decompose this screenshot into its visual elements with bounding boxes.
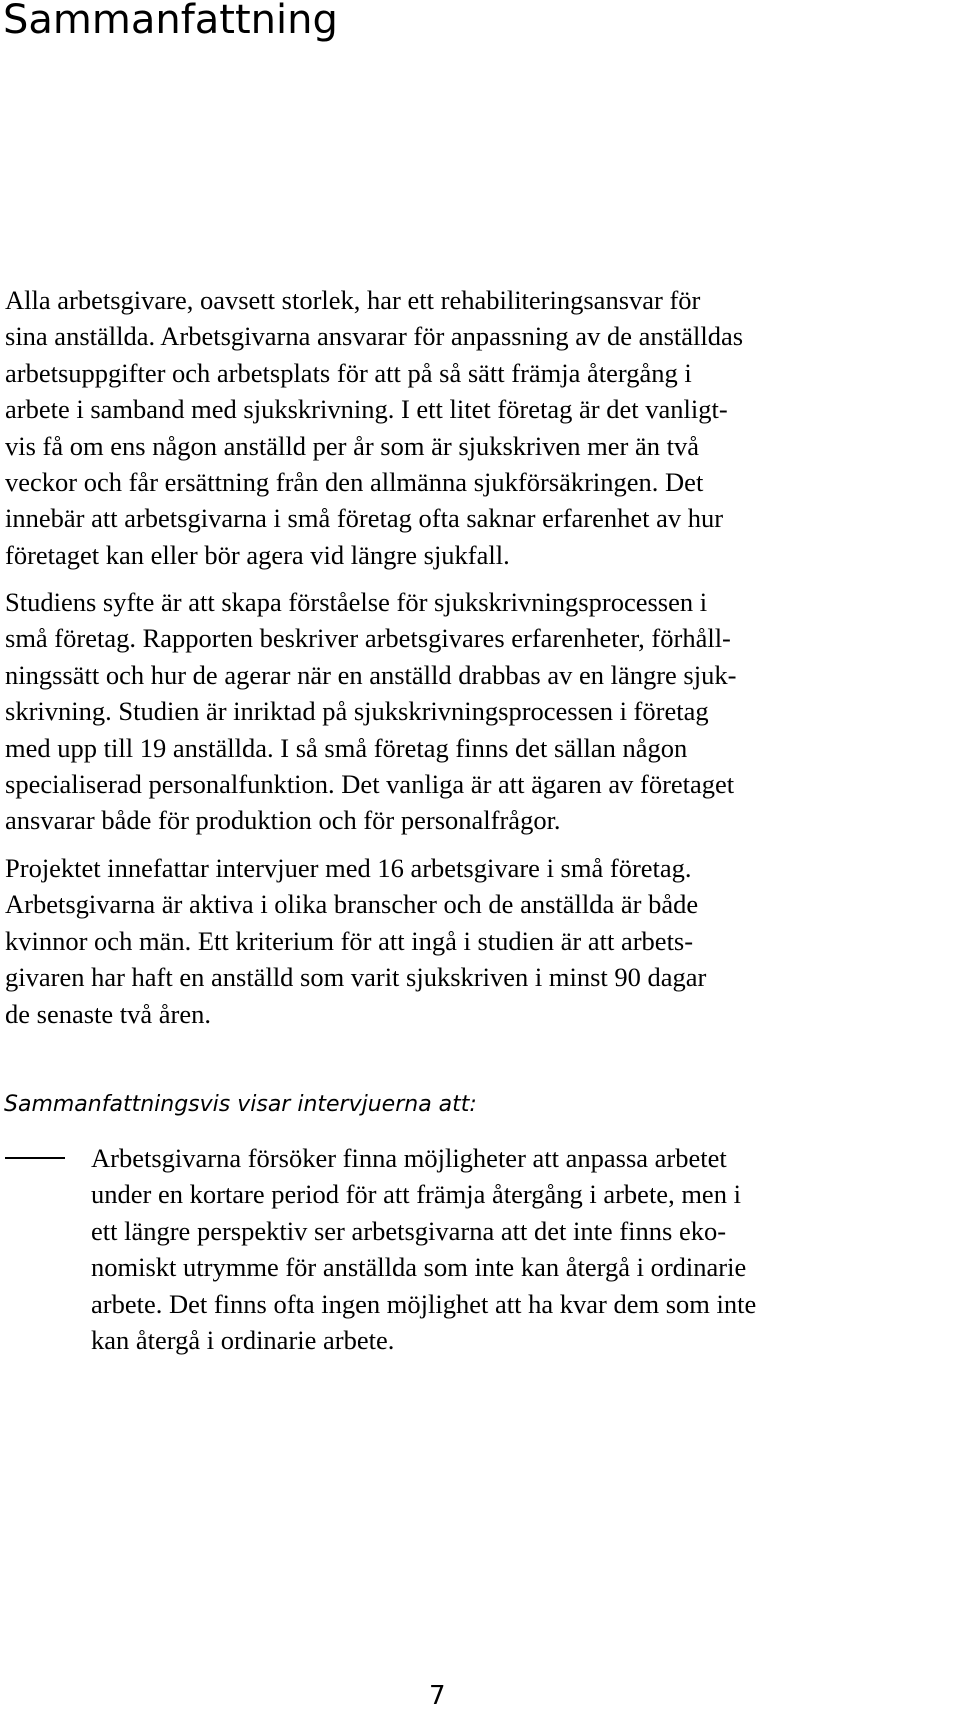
text-line: vis få om ens någon anställd per år som är sjukskriven mer än två — [5, 430, 699, 461]
dash-bullet-icon — [5, 1157, 65, 1159]
text-line: de senaste två åren. — [5, 998, 212, 1029]
text-line: veckor och får ersättning från den allmänna sjukförsäkringen. Det — [5, 467, 704, 498]
list-item-text — [91, 1140, 951, 1358]
paragraph-project-interviews — [5, 850, 905, 1032]
text-line: Arbetsgivarna är aktiva i olika branscher och de anställda är både — [5, 889, 699, 920]
text-line: specialiserad personalfunktion. Det vanliga är att ägaren av företaget — [5, 769, 735, 800]
text-line: små företag. Rapporten beskriver arbetsgivares erfarenheter, förhåll- — [5, 623, 731, 654]
text-line: under en kortare period för att främja återgång i arbete, men i — [91, 1179, 741, 1210]
section-subheading: Sammanfattningsvis visar intervjuerna att: — [4, 1092, 477, 1117]
text-line: ett längre perspektiv ser arbetsgivarna att det inte finns eko- — [91, 1215, 727, 1246]
page-title: Sammanfattning — [3, 0, 338, 43]
text-line: arbetsuppgifter och arbetsplats för att på så sätt främja återgång i — [5, 357, 692, 388]
text-line: Alla arbetsgivare, oavsett storlek, har ett rehabiliteringsansvar för — [5, 285, 701, 315]
text-line: Studiens syfte är att skapa förståelse för sjukskrivningsprocessen i — [5, 587, 708, 617]
text-line: Arbetsgivarna försöker finna möjligheter att anpassa arbetet — [91, 1143, 727, 1173]
paragraph-rehabilitation-responsibility — [5, 282, 905, 573]
text-line: arbete. Det finns ofta ingen möjlighet att ha kvar dem som inte — [91, 1288, 757, 1319]
text-line: kan återgå i ordinarie arbete. — [91, 1325, 395, 1356]
text-line: kvinnor och män. Ett kriterium för att ingå i studien är att arbets- — [5, 925, 694, 956]
text-line: företaget kan eller bör agera vid längre sjukfall. — [5, 539, 510, 570]
text-line: skrivning. Studien är inriktad på sjukskrivningsprocessen i företag — [5, 696, 709, 727]
text-line: innebär att arbetsgivarna i små företag ofta saknar erfarenhet av hur — [5, 503, 724, 534]
text-line: arbete i samband med sjukskrivning. I ett litet företag är det vanligt- — [5, 394, 728, 425]
text-line: ansvarar både för produktion och för personalfrågor. — [5, 805, 561, 836]
paragraph-study-purpose — [5, 584, 905, 839]
page-number: 7 — [429, 1681, 446, 1711]
text-line: nomiskt utrymme för anställda som inte kan återgå i ordinarie — [91, 1252, 747, 1283]
text-line: ningssätt och hur de agerar när en anställd drabbas av en längre sjuk- — [5, 659, 737, 690]
text-line: Projektet innefattar intervjuer med 16 arbetsgivare i små företag. — [5, 853, 692, 883]
text-line: sina anställda. Arbetsgivarna ansvarar för anpassning av de anställdas — [5, 321, 744, 352]
text-line: med upp till 19 anställda. I så små företag finns det sällan någon — [5, 732, 688, 763]
text-line: givaren har haft en anställd som varit sjukskriven i minst 90 dagar — [5, 962, 707, 993]
